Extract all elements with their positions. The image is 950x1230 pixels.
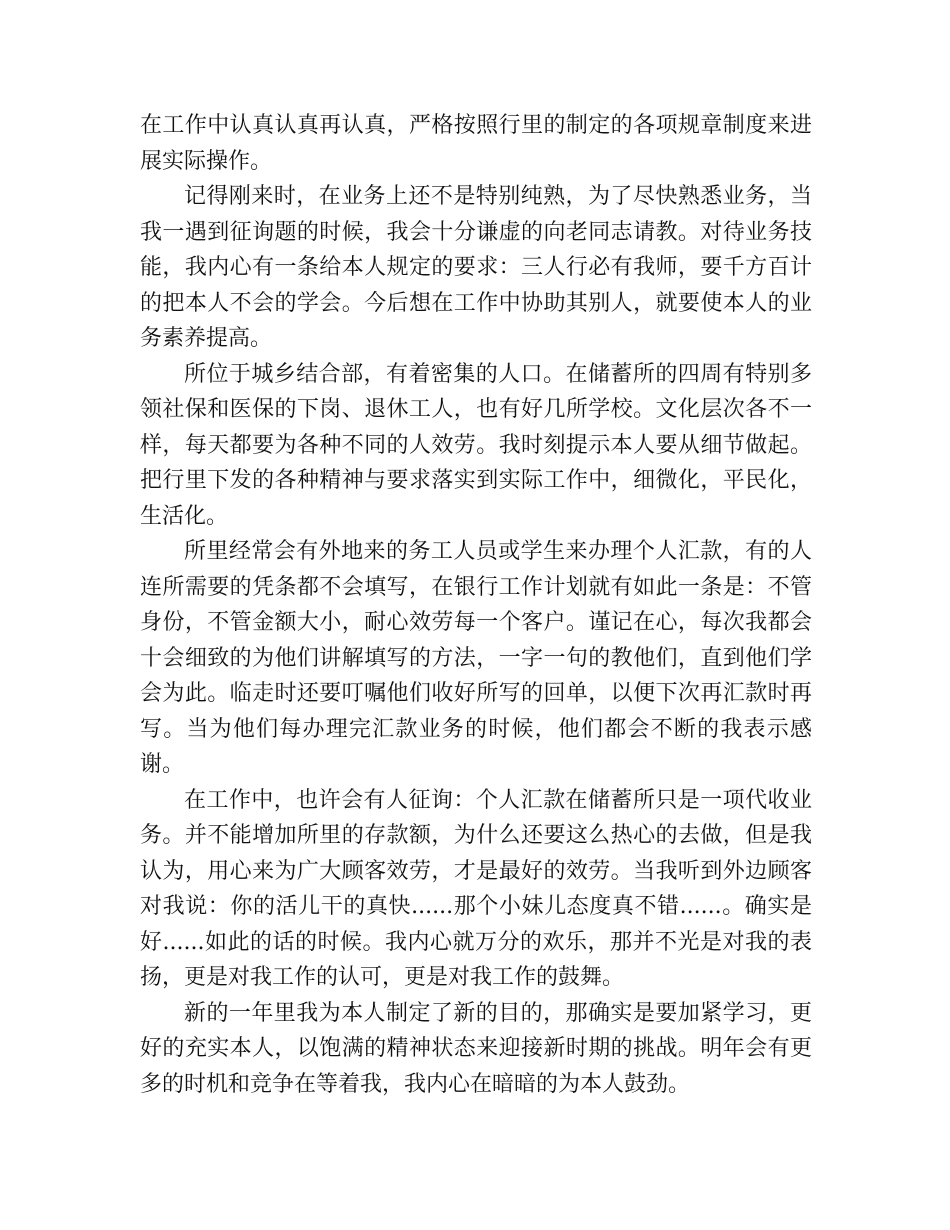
paragraph-5: 在工作中，也许会有人征询：个人汇款在储蓄所只是一项代收业务。并不能增加所里的存款额，为什么还要这么热心的去做，但是我认为，用心来为广大顾客效劳，才是最好的效劳。当我听到外边顾客对我说：你的活儿干的真快......那个小妹儿态度真不错......。确实是好......如此的话的时候。我内心就万分的欢乐，那并不光是对我的表扬，更是对我工作的认可，更是对我工作的鼓舞。: [140, 787, 812, 990]
paragraph-1: 在工作中认真认真再认真，严格按照行里的制定的各项规章制度来进展实际操作。: [140, 113, 812, 174]
paragraph-3: 所位于城乡结合部，有着密集的人口。在储蓄所的四周有特别多领社保和医保的下岗、退休工人，也有好几所学校。文化层次各不一样，每天都要为各种不同的人效劳。我时刻提示本人要从细节做起。把行里下发的各种精神与要求落实到实际工作中，细微化，平民化，生活化。: [140, 361, 812, 529]
document-body: [140, 108, 812, 1102]
paragraph-6: 新的一年里我为本人制定了新的目的，那确实是要加紧学习，更好的充实本人，以饱满的精神状态来迎接新时期的挑战。明年会有更多的时机和竞争在等着我，我内心在暗暗的为本人鼓劲。: [140, 1000, 812, 1097]
paragraph-4: 所里经常会有外地来的务工人员或学生来办理个人汇款，有的人连所需要的凭条都不会填写，在银行工作计划就有如此一条是：不管身份，不管金额大小，耐心效劳每一个客户。谨记在心，每次我都会十会细致的为他们讲解填写的方法，一字一句的教他们，直到他们学会为此。临走时还要叮嘱他们收好所写的回单，以便下次再汇款时再写。当为他们每办理完汇款业务的时候，他们都会不断的我表示感谢。: [140, 539, 812, 777]
paragraph-2: 记得刚来时，在业务上还不是特别纯熟，为了尽快熟悉业务，当我一遇到征询题的时候，我会十分谦虚的向老同志请教。对待业务技能，我内心有一条给本人规定的要求：三人行必有我师，要千方百计的把本人不会的学会。今后想在工作中协助其别人，就要使本人的业务素养提高。: [140, 184, 812, 351]
